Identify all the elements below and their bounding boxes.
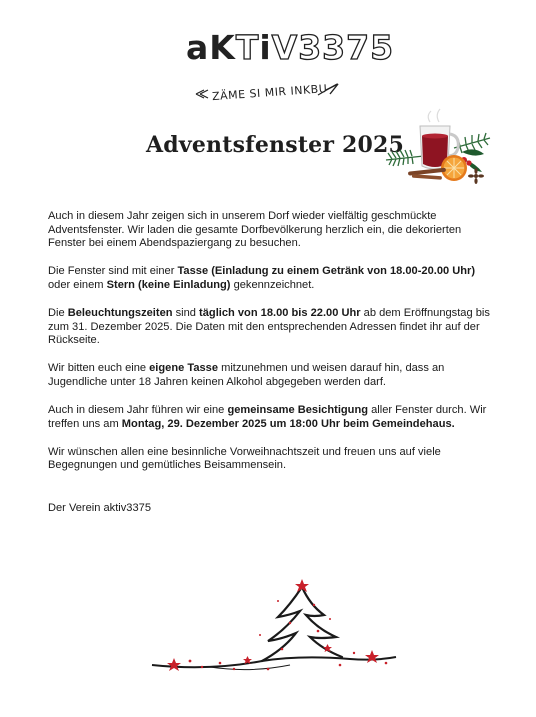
paragraph-lighting-times: Die Beleuchtungszeiten sind täglich von 18.00 bis 22.00 Uhr ab dem Eröffnungstag bis zum 31. Dezember 2025. Die Daten mit den entsprechenden Adressen findet ihr auf der Rückseite. xyxy=(48,306,490,347)
christmas-tree-icon xyxy=(150,575,400,675)
page-title: Adventsfenster 2025 xyxy=(146,132,405,158)
paragraph-own-cup: Wir bitten euch eine eigene Tasse mitzunehmen und weisen darauf hin, dass an Jugendliche unter 18 Jahren keinen Alkohol abgegeben werden darf. xyxy=(48,362,445,388)
paragraph-joint-tour: Auch in diesem Jahr führen wir eine gemeinsame Besichtigung aller Fenster durch. Wir treffen uns am Montag, 29. Dezember 2025 um 18:00 Uhr beim Gemeindehaus. xyxy=(48,403,487,430)
signature: Der Verein aktiv3375 xyxy=(48,501,151,514)
mulled-wine-icon xyxy=(384,108,496,188)
logo-slogan: ZÄME SI MIR INKBU xyxy=(211,82,328,104)
logo-wordmark: aKTiV3375 xyxy=(186,28,395,67)
paragraph-markers: Die Fenster sind mit einer Tasse (Einladung zu einem Getränk von 18.00-20.00 Uhr) oder einem Stern (keine Einladung) gekennzeichnet. xyxy=(48,265,476,291)
paragraph-wishes: Wir wünschen allen eine besinnliche Vorweihnachtszeit und freuen uns auf viele Begegnungen und gemütliches Beisammensein. xyxy=(48,445,441,472)
body-text xyxy=(48,210,498,530)
paragraph-intro: Auch in diesem Jahr zeigen sich in unserem Dorf wieder vielfältig geschmückte Adventsfenster. Wir laden die gesamte Dorfbevölkerung herzlich ein, die dekorierten Fenster bei einem Abendspaziergang zu besuchen. xyxy=(48,210,462,250)
logo-aktiv3375 xyxy=(186,28,395,108)
